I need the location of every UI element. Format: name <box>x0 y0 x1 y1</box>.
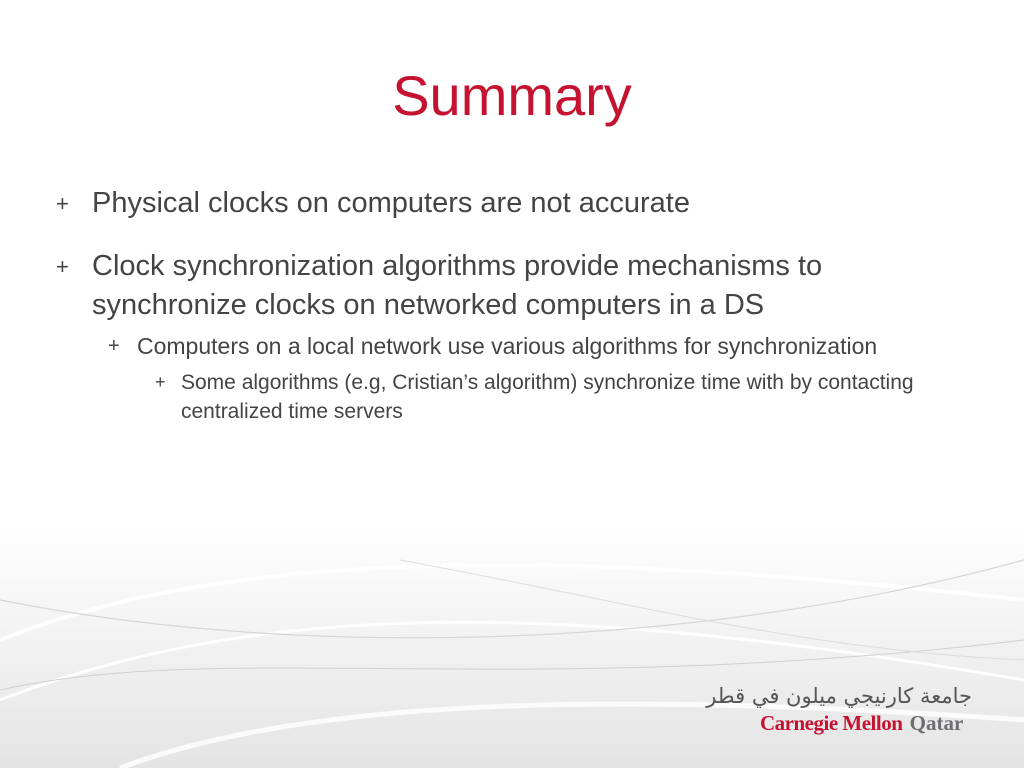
sub-sub-bullet-item <box>52 368 972 426</box>
bullet-text: Computers on a local network use various algorithms for synchronization <box>137 333 878 359</box>
slide-title: Summary <box>392 64 632 127</box>
bullet-text: Physical clocks on computers are not accurate <box>92 187 690 219</box>
bullet-item <box>52 184 972 223</box>
university-logo <box>706 684 980 740</box>
logo-name: Carnegie Mellon <box>760 711 903 735</box>
bullet-list <box>52 184 972 426</box>
sub-bullet-item <box>52 331 972 362</box>
bullet-text: Clock synchronization algorithms provide mechanisms to synchronize clocks on networked computers in a DS <box>92 250 823 321</box>
bullet-marker: + <box>108 335 120 357</box>
logo-arabic-text: جامعة كارنيجي ميلون في قطر <box>706 684 972 708</box>
bullet-marker: + <box>56 191 69 216</box>
bullet-text: Some algorithms (e.g, Cristian’s algorithm) synchronize time with by contacting centralized time servers <box>181 371 914 423</box>
bullet-item <box>52 247 972 325</box>
logo-english-text <box>760 710 963 736</box>
bullet-marker: + <box>56 254 69 279</box>
logo-location: Qatar <box>909 711 964 735</box>
bullet-marker: + <box>155 372 166 392</box>
